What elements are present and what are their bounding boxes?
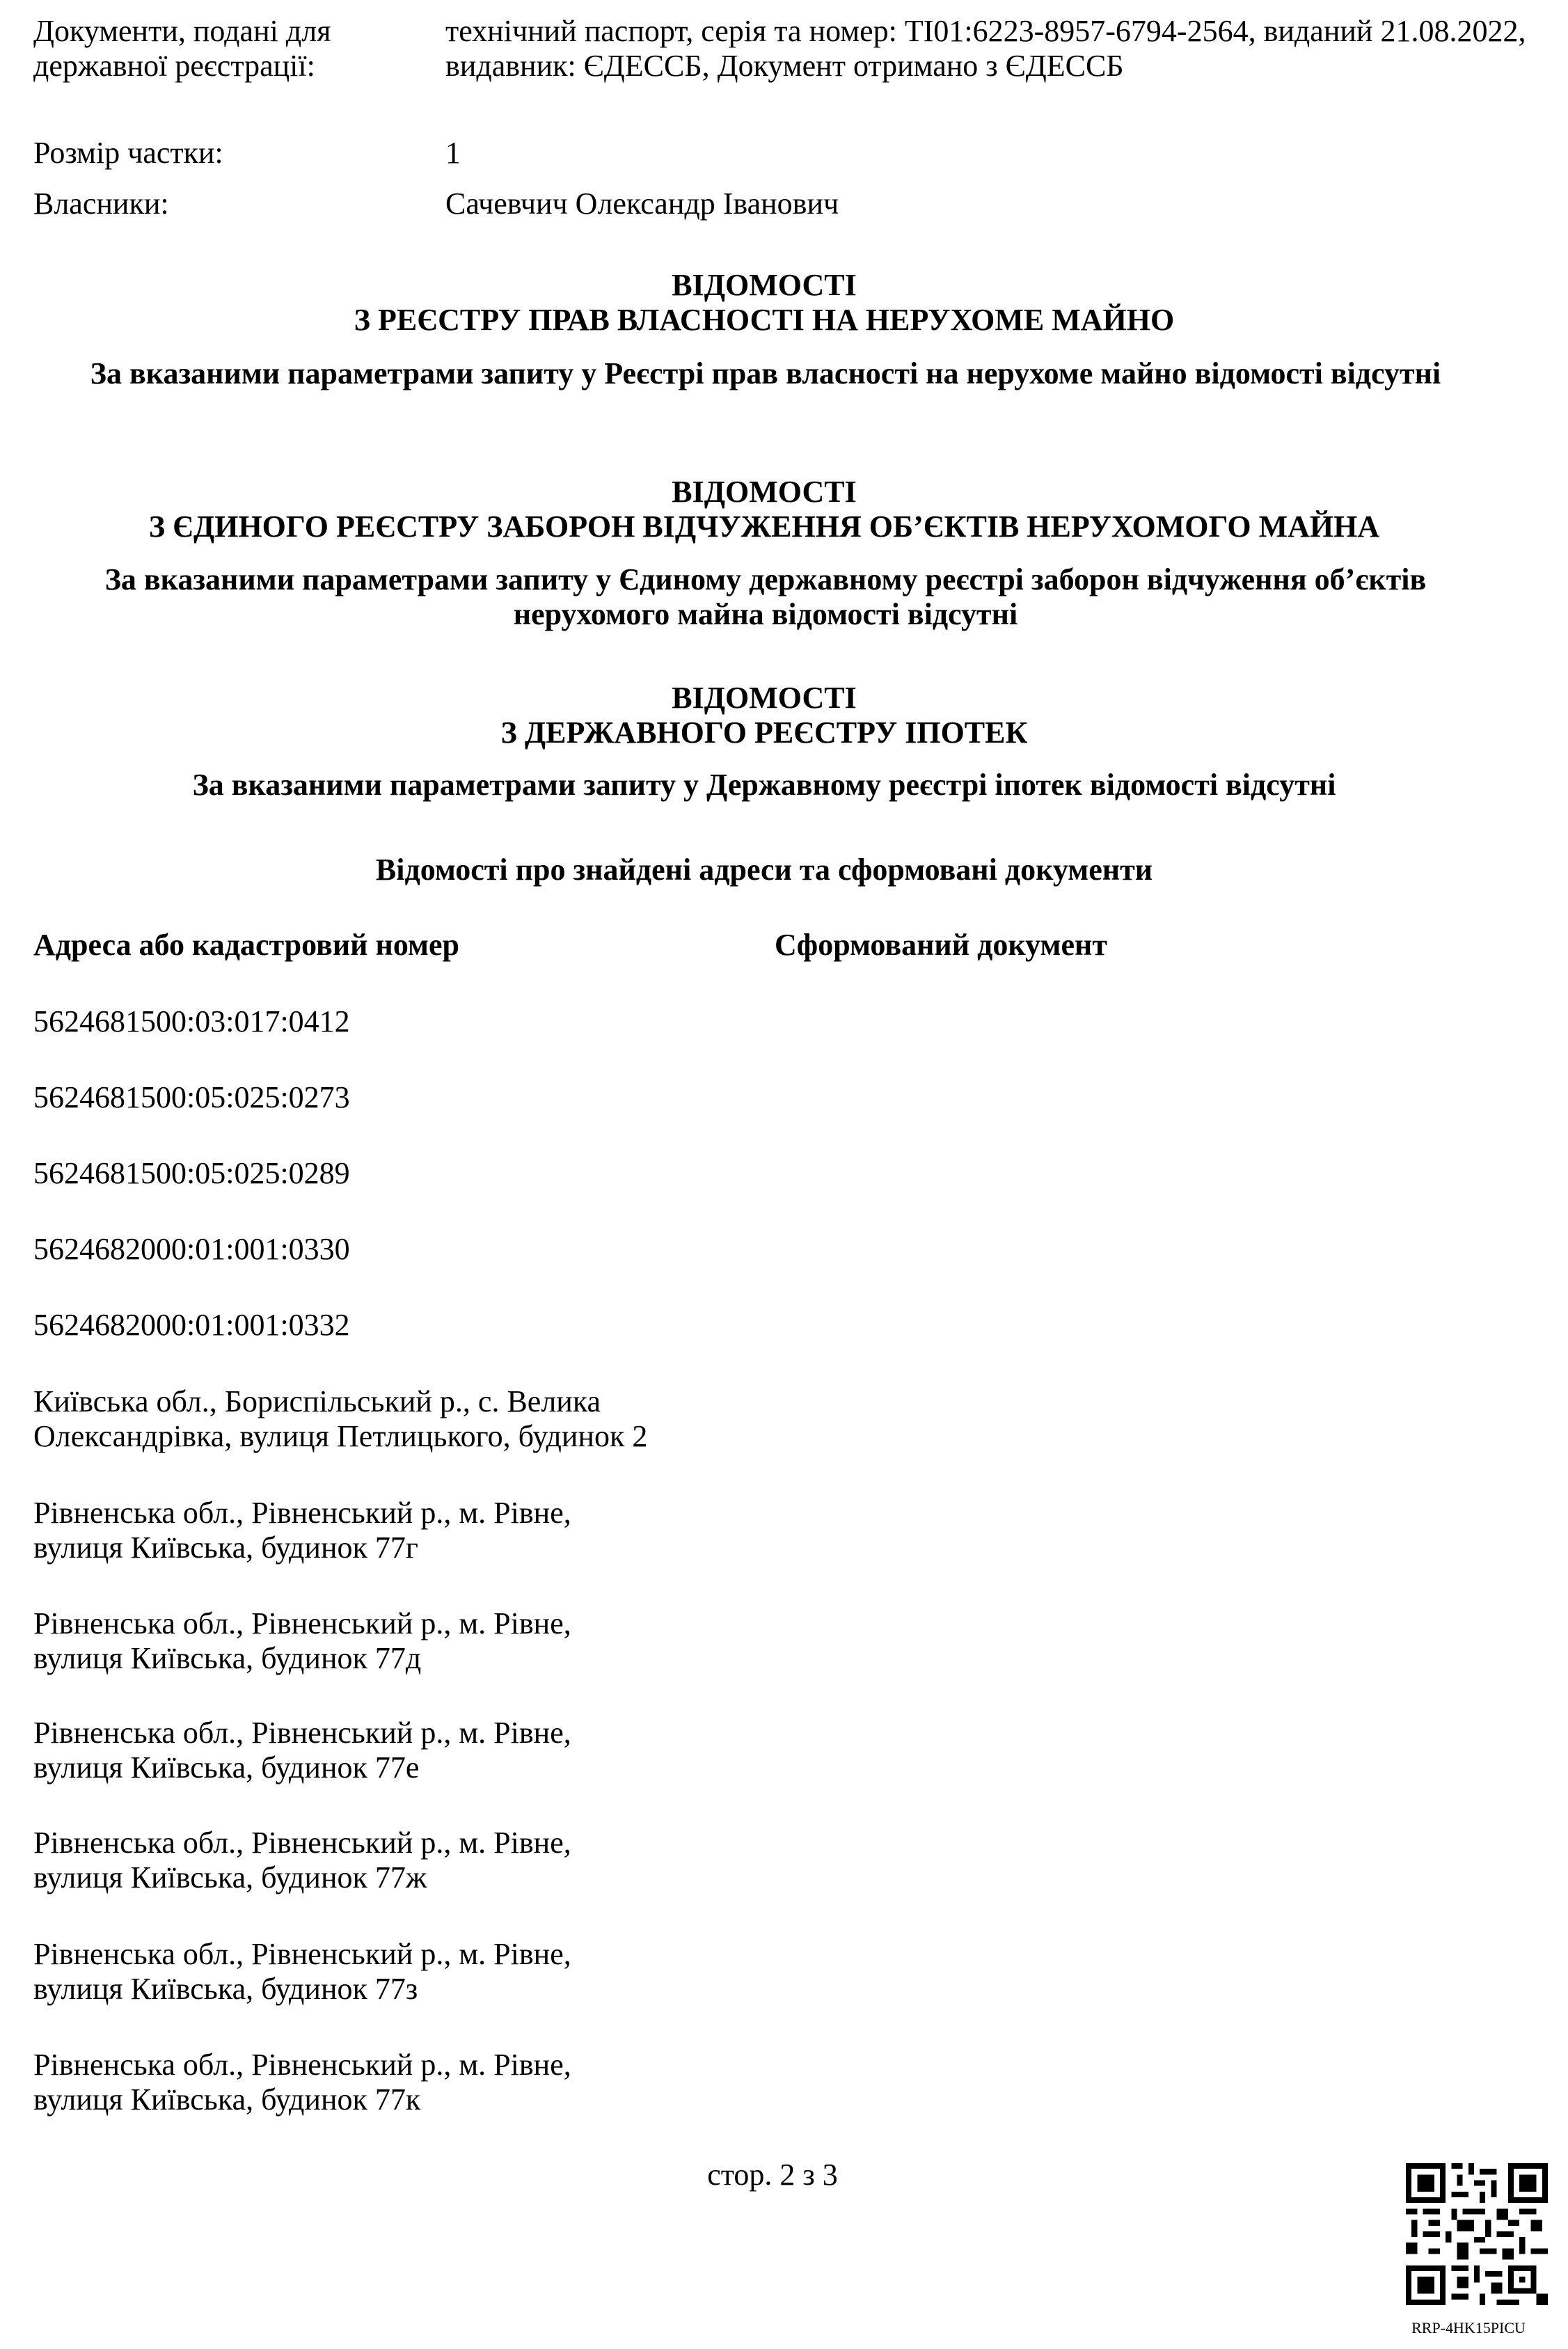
section-3-note: За вказаними параметрами запиту у Державному реєстрі іпотек відомості відсутні [192,768,1336,802]
address-row: Рівненська обл., Рівненський р., м. Рівне, вулиця Київська, будинок 77ж [33,1826,571,1895]
section-2-note: За вказаними параметрами запиту у Єдиному державному реєстрі заборон відчуження об’єктів нерухомого майна відомості відсутні [104,562,1427,631]
address-row: Рівненська обл., Рівненський р., м. Рівне, вулиця Київська, будинок 77д [33,1606,571,1675]
address-row: Рівненська обл., Рівненський р., м. Рівне, вулиця Київська, будинок 77е [33,1716,571,1785]
document-code: RRP-4HK15PICU [1411,2319,1526,2336]
column-document-header: Сформований документ [775,928,1108,962]
address-row: Рівненська обл., Рівненський р., м. Рівне, вулиця Київська, будинок 77з [33,1937,571,2006]
qr-code-icon [1406,2163,1548,2305]
address-row: Рівненська обл., Рівненський р., м. Рівне, вулиця Київська, будинок 77г [33,1496,571,1565]
page-number: стор. 2 з 3 [707,2158,838,2192]
address-row: 5624682000:01:001:0330 [33,1232,350,1266]
section-3-title-line1: ВІДОМОСТІ [672,681,857,715]
docs-value: технічний паспорт, серія та номер: ТІ01:6223-8957-6794-2564, виданий 21.08.2022, видавник: ЄДЕССБ, Документ отримано з ЄДЕССБ [445,14,1526,83]
column-address-header: Адреса або кадастровий номер [33,928,460,962]
docs-label: Документи, подані для державної реєстрації: [33,14,331,83]
address-row: Рівненська обл., Рівненський р., м. Рівне, вулиця Київська, будинок 77к [33,2048,571,2117]
section-1-title [33,268,1495,338]
address-row: 5624682000:01:001:0332 [33,1308,350,1342]
section-1-title-line1: ВІДОМОСТІ [672,268,857,302]
section-3-title-line2: З ДЕРЖАВНОГО РЕЄСТРУ ІПОТЕК [500,715,1028,750]
address-row: 5624681500:05:025:0289 [33,1156,350,1190]
section-3-title [33,681,1495,750]
section-2-title [33,475,1495,544]
owners-value: Сачевчич Олександр Іванович [445,187,839,221]
section-2-title-line2: З ЄДИНОГО РЕЄСТРУ ЗАБОРОН ВІДЧУЖЕННЯ ОБ’ЄКТІВ НЕРУХОМОГО МАЙНА [148,509,1380,544]
share-label: Розмір частки: [33,136,223,170]
address-row: Київська обл., Бориспільський р., с. Велика Олександрівка, вулиця Петлицького, будинок 2 [33,1384,648,1453]
address-row: 5624681500:03:017:0412 [33,1004,350,1038]
found-title: Відомості про знайдені адреси та сформовані документи [375,853,1153,887]
section-2-title-line1: ВІДОМОСТІ [672,475,857,509]
section-1-title-line2: З РЕЄСТРУ ПРАВ ВЛАСНОСТІ НА НЕРУХОМЕ МАЙНО [354,303,1175,337]
address-row: 5624681500:05:025:0273 [33,1080,350,1114]
owners-label: Власники: [33,187,169,221]
share-value: 1 [445,136,461,170]
section-1-note: За вказаними параметрами запиту у Реєстрі прав власності на нерухоме майно відомості відсутні [90,356,1441,390]
